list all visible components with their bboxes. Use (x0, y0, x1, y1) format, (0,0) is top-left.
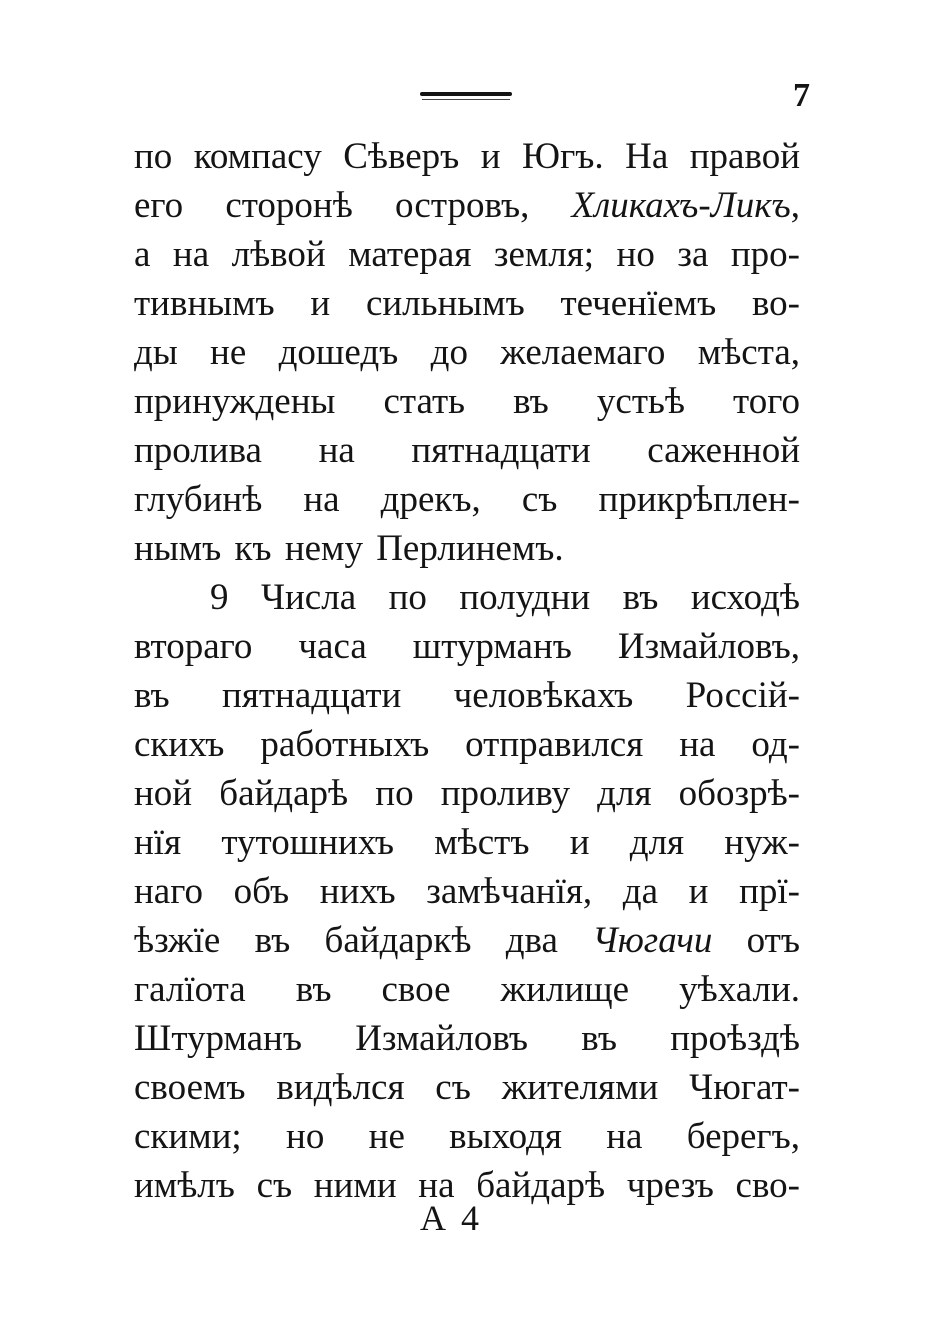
text-line: въ пятнадцати человѣкахъ Россій- (134, 675, 800, 716)
text-line: тивнымъ и сильнымъ теченїемъ во- (134, 283, 800, 324)
text-line (134, 916, 800, 965)
text-line: нымъ къ нему Перлинемъ. (134, 528, 564, 569)
text-line: имѣлъ съ ними на байдарѣ чрезъ сво- (134, 1165, 800, 1206)
text-line: пролива на пятнадцати саженной (134, 430, 800, 471)
text-line: 9 Числа по полудни въ исходѣ (210, 577, 800, 618)
italic-place-name: Хликахъ-Ликъ (571, 185, 791, 226)
body-text (134, 132, 800, 1210)
text-line: Штурманъ Измайловъ въ проѣздѣ (134, 1018, 800, 1059)
italic-ethnonym: Чюгачи (592, 920, 713, 961)
text-segment: , (790, 185, 800, 226)
text-line: глубинѣ на дрекъ, съ прикрѣплен- (134, 479, 800, 520)
signature-mark: A 4 (420, 1198, 484, 1238)
text-line: галїота въ свое жилище уѣхали. (134, 969, 800, 1010)
text-segment: отъ (712, 920, 800, 961)
text-line: своемъ видѣлся съ жителями Чюгат- (134, 1067, 800, 1108)
text-line: ды не дошедъ до желаемаго мѣста, (134, 332, 800, 373)
text-line: наго объ нихъ замѣчанїя, да и прї- (134, 871, 800, 912)
page-number: 7 (793, 77, 810, 114)
text-line: ной байдарѣ по проливу для обозрѣ- (134, 773, 800, 814)
text-line: по компасу Сѣверъ и Югъ. На правой (134, 136, 800, 177)
text-line: принуждены стать въ устьѣ того (134, 381, 800, 422)
text-line: скими; но не выходя на берегъ, (134, 1116, 800, 1157)
header-rule (420, 92, 512, 96)
text-segment: его сторонѣ островъ, (134, 185, 572, 226)
text-segment: ѣзжїе въ байдаркѣ два (134, 920, 593, 961)
text-line: втораго часа штурманъ Измайловъ, (134, 626, 800, 667)
text-line: нїя тутошнихъ мѣстъ и для нуж- (134, 822, 800, 863)
text-line (134, 181, 800, 230)
text-line: скихъ работныхъ отправился на од- (134, 724, 800, 765)
text-line: а на лѣвой матерая земля; но за про- (134, 234, 800, 275)
